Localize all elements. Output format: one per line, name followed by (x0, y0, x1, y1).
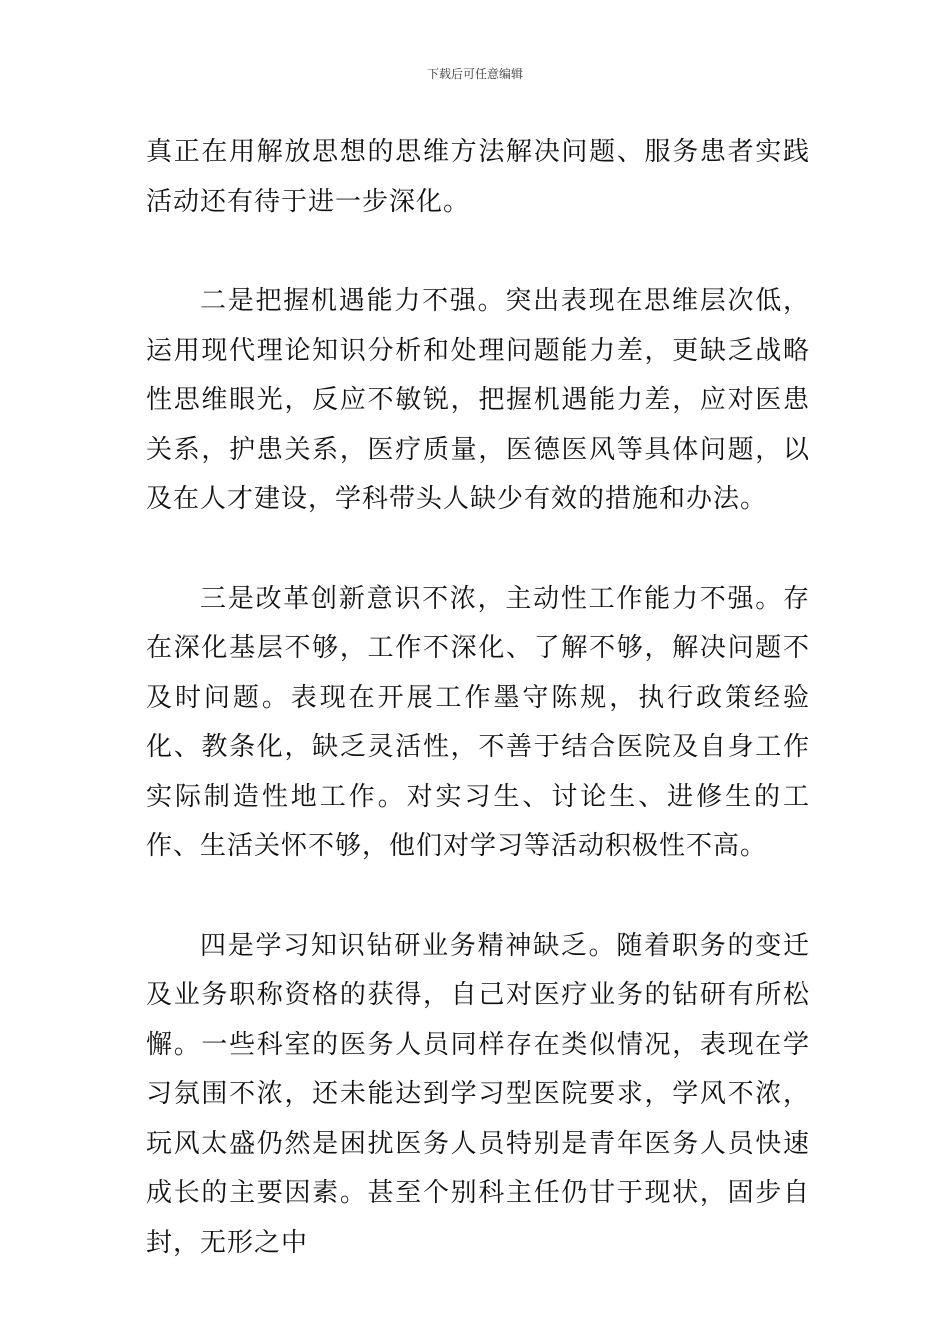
paragraph-point-two: 二是把握机遇能力不强。突出表现在思维层次低，运用现代理论知识分析和处理问题能力差，更缺乏战略性思维眼光，反应不敏锐，把握机遇能力差，应对医患关系，护患关系，医疗质量，医德医风等具体问题，以及在人才建设，学科带头人缺少有效的措施和办法。 (146, 286, 810, 514)
document-body (146, 128, 810, 1268)
paragraph-point-three: 三是改革创新意识不浓，主动性工作能力不强。存在深化基层不够，工作不深化、了解不够，解决问题不及时问题。表现在开展工作墨守陈规，执行政策经验化、教条化，缺乏灵活性，不善于结合医院及自身工作实际制造性地工作。对实习生、讨论生、进修生的工作、生活关怀不够，他们对学习等活动积极性不高。 (146, 583, 810, 861)
page-header-note: 下载后可任意编辑 (426, 67, 523, 81)
paragraph-continuation: 真正在用解放思想的思维方法解决问题、服务患者实践活动还有待于进一步深化。 (146, 137, 810, 217)
paragraph-point-four: 四是学习知识钻研业务精神缺乏。随着职务的变迁及业务职称资格的获得，自己对医疗业务的钻研有所松懈。一些科室的医务人员同样存在类似情况，表现在学习氛围不浓，还未能达到学习型医院要求，学风不浓，玩风太盛仍然是困扰医务人员特别是青年医务人员快速成长的主要因素。甚至个别科主任仍甘于现状，固步自封，无形之中 (146, 930, 810, 1258)
